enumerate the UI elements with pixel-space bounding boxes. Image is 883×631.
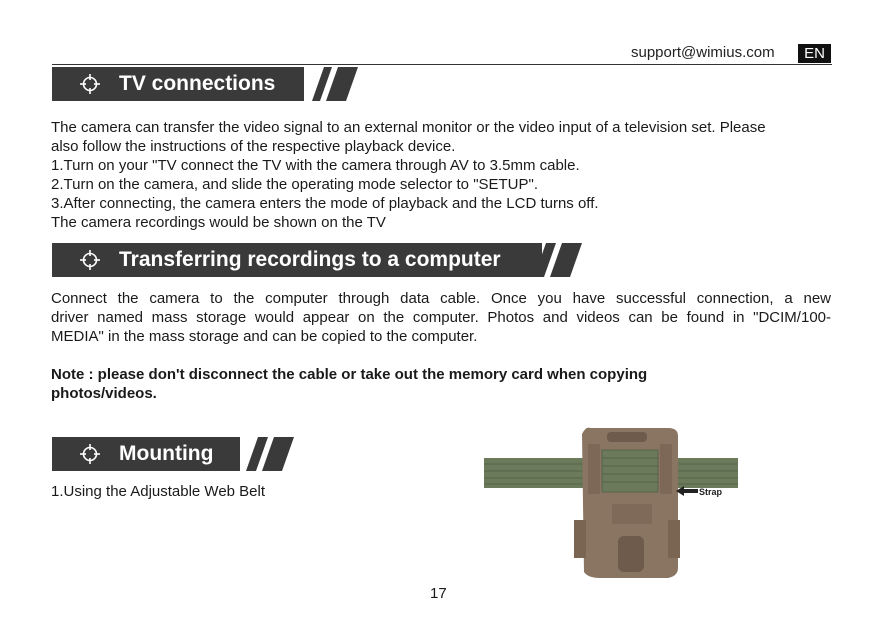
transfer-paragraph xyxy=(51,289,831,346)
text-line: also follow the instructions of the respective playback device. xyxy=(51,138,456,155)
text-line: 1.Turn on your "TV connect the TV with the camera through AV to 3.5mm cable. xyxy=(51,157,580,174)
header-rule xyxy=(52,64,832,65)
note-line: Note : please don't disconnect the cable or take out the memory card when copying xyxy=(51,366,648,383)
section-title: Mounting xyxy=(119,442,214,465)
crosshair-icon xyxy=(80,250,100,270)
note-line: photos/videos. xyxy=(51,385,157,402)
section-title: TV connections xyxy=(119,72,276,95)
section-banner-transfer xyxy=(52,243,602,277)
text-line: 3.After connecting, the camera enters the mode of playback and the LCD turns off. xyxy=(51,195,599,212)
section-title: Transferring recordings to a computer xyxy=(119,248,501,271)
stripes-decoration xyxy=(300,67,380,101)
text-line: driver named mass storage would appear on the computer. Photos and videos can be found in "DCIM/100- xyxy=(51,309,831,326)
camera-strap-illustration xyxy=(482,424,742,580)
strap-label: Strap xyxy=(699,487,723,497)
language-badge: EN xyxy=(798,44,831,63)
text-line: 2.Turn on the camera, and slide the operating mode selector to "SETUP". xyxy=(51,176,539,193)
text-line: The camera can transfer the video signal to an external monitor or the video input of a television set. Please xyxy=(51,119,766,136)
support-email: support@wimius.com xyxy=(631,44,775,61)
stripes-decoration xyxy=(522,243,602,277)
text-line: Connect the camera to the computer through data cable. Once you have successful connection, a new xyxy=(51,290,831,307)
note xyxy=(51,365,831,403)
tv-paragraph xyxy=(51,118,841,232)
crosshair-icon xyxy=(80,444,100,464)
arrow-left-icon xyxy=(676,486,698,496)
text-line: The camera recordings would be shown on the TV xyxy=(51,214,386,231)
stripes-decoration xyxy=(236,437,312,471)
section-banner-mounting xyxy=(52,437,312,471)
crosshair-icon xyxy=(80,74,100,94)
section-banner-tv xyxy=(52,67,382,101)
page-number: 17 xyxy=(430,585,447,602)
text-line: MEDIA" in the mass storage and can be copied to the computer. xyxy=(51,328,478,345)
mounting-step: 1.Using the Adjustable Web Belt xyxy=(51,483,266,500)
